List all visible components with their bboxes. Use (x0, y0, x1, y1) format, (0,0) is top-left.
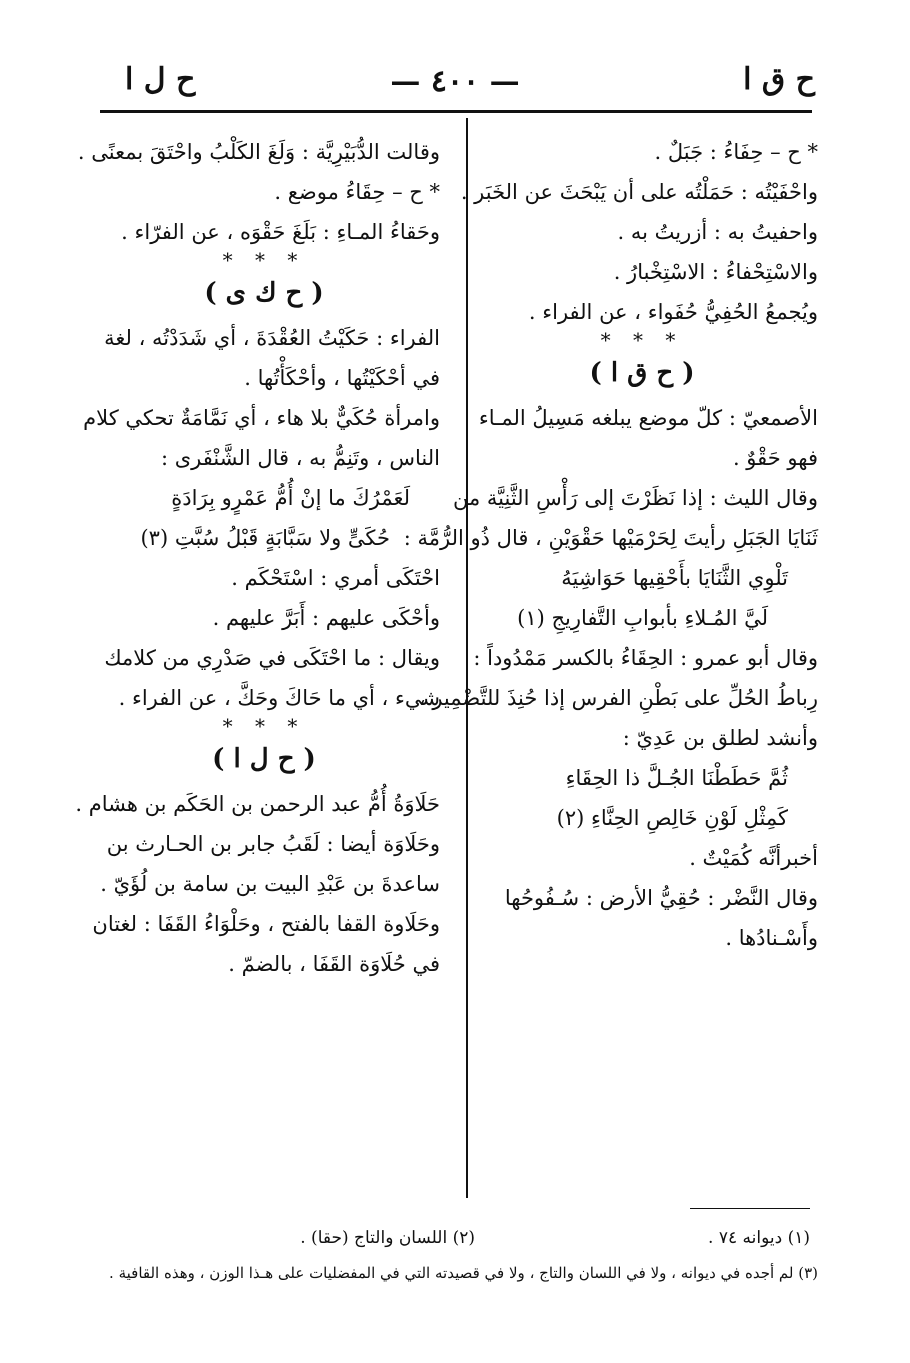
page-number: — ٤٠٠ — (390, 64, 520, 99)
text-line: ويُجمعُ الحُفِيُّ حُفَواء ، عن الفراء . (528, 300, 818, 324)
text-line: ثَنَايَا الجَبَلِ رأيتَ لِحَرْمَيْها حَقْوَيْنِ ، قال ذُو الرُّمَّة : (403, 526, 818, 550)
text-line: ساعدةَ بن عَبْدِ البيت بن سامة بن لُؤَيّ . (100, 872, 440, 896)
text-line: الفراء : حَكَيْتُ العُقْدَةَ ، أي شَدَدْتُه ، لغة (104, 326, 440, 350)
running-header-left: ح ل ا (125, 62, 196, 97)
footnote-2: (٢) اللسان والتاج (حقا) . (300, 1228, 475, 1248)
right-column (403, 132, 818, 958)
text-line: وحَلَاوة القفا بالفتح ، وحَلْوَاءُ القَفَا : لغتان (92, 912, 440, 936)
text-line: أخبرأنَّه كُمَيْتٌ . (689, 846, 818, 870)
text-line: احْتَكَى أمري : اسْتَحْكَم . (231, 566, 440, 590)
section-stars: * * * (222, 714, 306, 738)
section-heading: ( ح ل ا ) (212, 744, 316, 774)
text-line: وقال النَّضْر : حُقِيُّ الأرض : سُـفُوحُها (504, 886, 818, 910)
verse-line: كَمِثْلِ لَوْنِ خَالِصِ الحِنَّاءِ (٢) (556, 806, 788, 830)
section-heading: ( ح ق ا ) (589, 358, 695, 388)
section-stars: * * * (600, 328, 684, 352)
text-line: * ح – حِفَاءُ : جَبَلٌ . (654, 140, 818, 164)
text-line: في أحْكَيْتُها ، وأحْكَأْتُها . (244, 366, 440, 390)
footnote-1: (١) ديوانه ٧٤ . (708, 1228, 810, 1248)
text-line: حَلَاوَةُ أُمُّ عبد الرحمن بن الحَكَم بن هشام . (75, 792, 440, 816)
text-line: ويقال : ما احْتَكَى في صَدْرِي من كلامك (104, 646, 440, 670)
text-line: وأنشد لطلق بن عَدِيّ : (622, 726, 818, 750)
section-stars: * * * (222, 248, 306, 272)
text-line: وقال أبو عمرو : الحِقَاءُ بالكسر مَمْدُوداً : (473, 646, 818, 670)
text-line: وامرأة حُكَيٌّ بلا هاء ، أي نَمَّامَةٌ تحكي كلام (83, 406, 440, 430)
footnote-3: (٣) لم أجده في ديوانه ، ولا في اللسان والتاج ، ولا في قصيدته التي في المفضليات على هـذا الوزن ، وهذه القافية . (109, 1264, 818, 1282)
section-heading: ( ح ك ى ) (204, 278, 324, 308)
verse-line: تَلْوِي الثَّنَايَا بأَحْقِيها حَوَاشِيَهُ (561, 566, 788, 590)
text-line: الناس ، وتَنِمُّ به ، قال الشَّنْفَرى : (160, 446, 440, 470)
verse-line: ثُمَّ حَطَطْنَا الجُـلَّ ذا الحِقَاءِ (565, 766, 788, 790)
running-header-right: ح ق ا (743, 62, 815, 97)
verse-line: حُكَىٍّ ولا سَبَّابَةٍ قَبْلُ سُبَّتِ (٣) (140, 526, 390, 550)
text-line: وقال الليث : إذا نَظَرْتَ إلى رَأْسِ الثَّنِيَّة من (453, 486, 818, 510)
footnote-rule (690, 1208, 810, 1209)
text-line: شيء ، أي ما حَاكَ وحَكَّ ، عن الفراء . (118, 686, 440, 710)
left-column (75, 132, 440, 984)
text-line: وأحْكَى عليهم : أَبَرَّ عليهم . (212, 606, 440, 630)
text-line: واحْفَيْتُه : حَمَلْتُه على أن يَبْحَثَ عن الخَبَر . (460, 180, 818, 204)
text-line: رِباطُ الحُلِّ على بَطْنِ الفرس إذا حُنِذَ للتَّضْمِير ، (418, 686, 818, 710)
text-line: فهو حَقْوٌ . (732, 446, 818, 470)
text-line: * ح – حِقَاءُ موضع . (274, 180, 440, 204)
text-line: وأَسْـنادُها . (725, 926, 818, 950)
text-line: وحَلَاوَة أيضا : لَقَبُ جابر بن الحـارث بن (106, 832, 440, 856)
text-line: وقالت الدُّبَيْرِيَّة : وَلَغَ الكَلْبُ واحْتَقَ بمعنًى . (77, 140, 440, 164)
text-line: والاسْتِحْفاءُ : الاسْتِخْبارُ . (613, 260, 818, 284)
text-line: الأصمعيّ : كلّ موضع يبلغه مَسِيلُ المـاء (478, 406, 818, 430)
header-rule (100, 110, 812, 113)
verse-line: لَعَمْرُكَ ما إنْ أُمُّ عَمْرٍو بِرَادَةٍ (171, 486, 410, 510)
verse-line: لَيَّ المُـلاءِ بأبوابِ التَّفارِيجِ (١) (517, 606, 768, 630)
text-line: واحفيتُ به : أزريتُ به . (617, 220, 818, 244)
text-line: وحَقاءُ المـاءِ : بَلَغَ حَقْوَه ، عن الفرّاء . (121, 220, 440, 244)
text-line: في حُلَاوَة القَفَا ، بالضمّ . (228, 952, 440, 976)
